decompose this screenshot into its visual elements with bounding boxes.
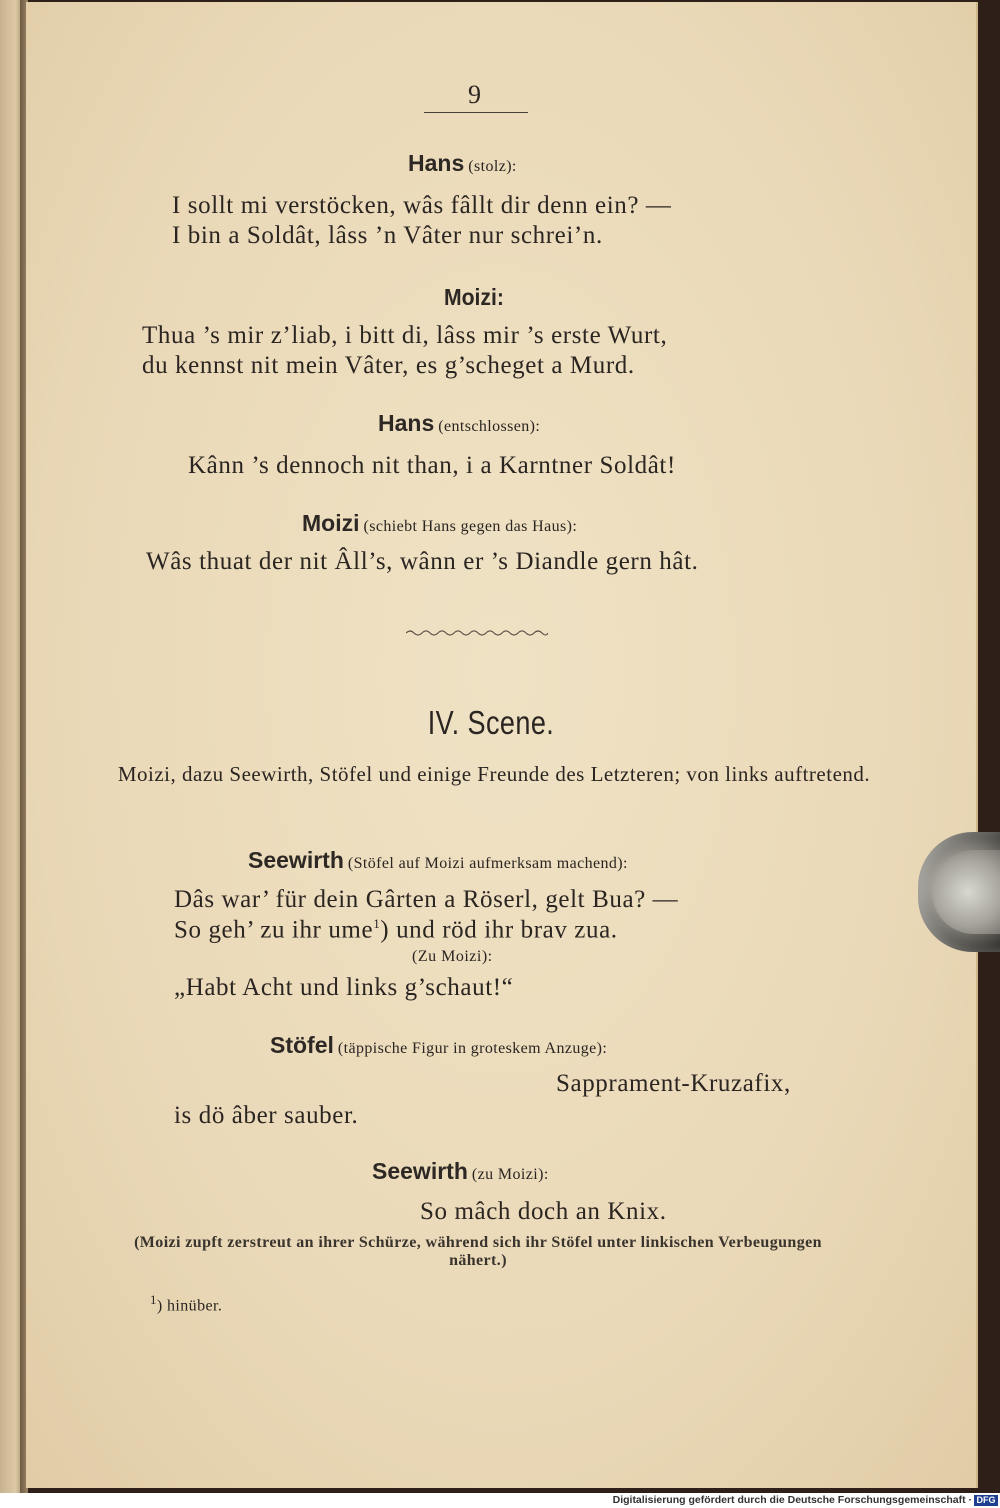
verse-line: I bin a Soldât, lâss ’n Vâter nur schrei’n. (172, 222, 603, 249)
verse-line: So mâch doch an Knix. (420, 1198, 667, 1225)
verse-line: I sollt mi verstöcken, wâs fâllt dir denn ein? — (172, 192, 672, 219)
speaker-direction: (zu Moizi): (471, 1166, 549, 1183)
verse-line-right: Sapprament-Kruzafix, (556, 1070, 791, 1097)
speaker-heading-hans-1 (408, 150, 517, 177)
speaker-heading-stoefel (270, 1032, 607, 1059)
speaker-heading-moizi-1: Moizi: (444, 284, 504, 310)
dfg-logo: DFG (974, 1495, 998, 1506)
speaker-name: Seewirth (372, 1158, 468, 1184)
speaker-direction: (täppische Figur in groteskem Anzuge): (337, 1040, 608, 1057)
verse-line: Kânn ’s dennoch nit than, i a Karntner Soldât! (188, 452, 676, 479)
speaker-direction: (stolz): (468, 158, 517, 175)
quoted-line: „Habt Acht und links g’schaut!“ (174, 974, 514, 1001)
speaker-name: Hans (408, 150, 465, 176)
speaker-heading-seewirth-1 (248, 847, 628, 874)
page-number-rule (424, 112, 528, 113)
footnote-marker: 1 (150, 1292, 157, 1307)
verse-line-left: is dö âber sauber. (174, 1102, 359, 1129)
scene-cast: Moizi, dazu Seewirth, Stöfel und einige Freunde des Letzteren; von links auftretend. (117, 762, 871, 786)
verse-line: Thua ’s mir z’liab, i bitt di, lâss mir ’s erste Wurt, (142, 322, 668, 349)
speaker-name: Hans (378, 410, 435, 436)
footnote-marker: 1 (373, 916, 381, 931)
scene-title: IV. Scene. (427, 704, 555, 741)
speaker-direction: (schiebt Hans gegen das Haus): (363, 518, 578, 535)
speaker-heading-hans-2 (378, 410, 540, 437)
digitization-credit: Digitalisierung gefördert durch die Deutsche Forschungsgemeinschaft · (612, 1494, 972, 1506)
verse-line: Wâs thuat der nit Âll’s, wânn er ’s Diandle gern hât. (146, 548, 699, 575)
verse-line: Dâs war’ für dein Gârten a Röserl, gelt Bua? — (174, 886, 679, 913)
speaker-heading-seewirth-2 (372, 1158, 549, 1185)
verse-line-with-footnote (174, 916, 618, 944)
speaker-heading-moizi-2 (302, 510, 577, 537)
page-number: 9 (468, 80, 481, 109)
aside-direction: (Zu Moizi): (412, 948, 493, 965)
speaker-direction: (entschlossen): (438, 418, 541, 435)
speaker-name: Stöfel (270, 1032, 334, 1058)
speaker-direction: (Stöfel auf Moizi aufmerksam machend): (347, 855, 628, 872)
speaker-name: Moizi (302, 510, 360, 536)
book-page (26, 2, 978, 1488)
wavy-divider (406, 628, 548, 638)
previous-page-edge (0, 0, 22, 1493)
footnote-text: ) hinüber. (156, 1297, 223, 1315)
verse-line: du kennst nit mein Vâter, es g’scheget a Murd. (142, 352, 635, 379)
verse-text: ) und röd ihr brav zua. (380, 916, 618, 944)
speaker-name: Seewirth (248, 847, 344, 873)
verse-text: So geh’ zu ihr ume (174, 916, 374, 944)
stage-direction: (Moizi zupft zerstreut an ihrer Schürze, während sich ihr Stöfel unter linkischen Verbeugungen nähert.) (134, 1234, 822, 1269)
footnote (150, 1292, 222, 1315)
